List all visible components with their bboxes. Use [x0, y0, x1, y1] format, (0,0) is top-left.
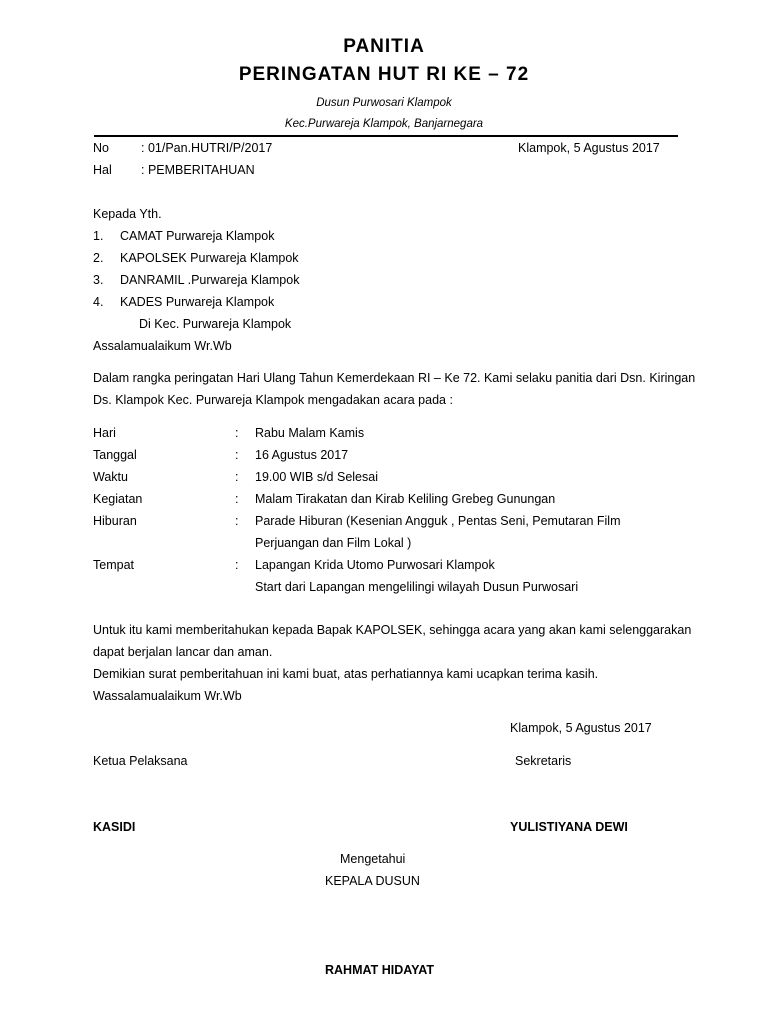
signature-right-role: Sekretaris [515, 754, 572, 768]
acknowledgement-name: RAHMAT HIDAYAT [325, 963, 435, 977]
letterhead-address-2: Kec.Purwareja Klampok, Banjarnegara [284, 118, 484, 130]
event-label: Waktu [93, 470, 128, 484]
signature-left-role: Ketua Pelaksana [93, 754, 188, 768]
no-label: No [93, 141, 109, 155]
closing-line: dapat berjalan lancar dan aman. [93, 645, 273, 659]
event-value: Start dari Lapangan mengelilingi wilayah Dusun Purwosari [255, 580, 579, 594]
closing-greeting: Wassalamualaikum Wr.Wb [93, 689, 242, 703]
opening-greeting: Assalamualaikum Wr.Wb [93, 339, 232, 353]
body-paragraph-line: Dalam rangka peringatan Hari Ulang Tahun Kemerdekaan RI – Ke 72. Kami selaku panitia dari Dsn. Kiringan [93, 371, 696, 385]
hal-label: Hal [93, 163, 112, 177]
event-value: Rabu Malam Kamis [255, 426, 365, 440]
recipient-item: DANRAMIL .Purwareja Klampok [120, 273, 300, 287]
letterhead-address-1: Dusun Purwosari Klampok [316, 97, 452, 109]
header-divider [94, 135, 678, 137]
event-label: Tanggal [93, 448, 137, 462]
event-colon: : [235, 492, 239, 506]
recipient-number: 4. [93, 295, 104, 309]
event-colon: : [235, 558, 239, 572]
recipient-location: Di Kec. Purwareja Klampok [139, 317, 292, 331]
acknowledgement-role: KEPALA DUSUN [325, 874, 420, 888]
signature-left-name: KASIDI [93, 820, 136, 834]
signature-right-name: YULISTIYANA DEWI [510, 820, 628, 834]
recipient-number: 2. [93, 251, 104, 265]
letter-subject: : PEMBERITAHUAN [141, 163, 255, 177]
acknowledgement-label: Mengetahui [340, 852, 406, 866]
recipient-intro: Kepada Yth. [93, 207, 162, 221]
event-label: Hari [93, 426, 116, 440]
recipient-number: 1. [93, 229, 104, 243]
signature-place-date: Klampok, 5 Agustus 2017 [510, 721, 652, 735]
letter-date: Klampok, 5 Agustus 2017 [518, 141, 660, 155]
event-value: 16 Agustus 2017 [255, 448, 349, 462]
event-label: Kegiatan [93, 492, 143, 506]
recipient-item: CAMAT Purwareja Klampok [120, 229, 275, 243]
recipient-number: 3. [93, 273, 104, 287]
recipient-item: KAPOLSEK Purwareja Klampok [120, 251, 299, 265]
event-value: Malam Tirakatan dan Kirab Keliling Grebeg Gunungan [255, 492, 556, 506]
body-paragraph-line: Ds. Klampok Kec. Purwareja Klampok mengadakan acara pada : [93, 393, 453, 407]
closing-line: Untuk itu kami memberitahukan kepada Bapak KAPOLSEK, sehingga acara yang akan kami selenggarakan [93, 623, 692, 637]
event-value: 19.00 WIB s/d Selesai [255, 470, 378, 484]
event-label: Hiburan [93, 514, 137, 528]
closing-line: Demikian surat pemberitahuan ini kami buat, atas perhatiannya kami ucapkan terima kasih. [93, 667, 599, 681]
event-value: Parade Hiburan (Kesenian Angguk , Pentas Seni, Pemutaran Film [255, 514, 621, 528]
event-value: Lapangan Krida Utomo Purwosari Klampok [255, 558, 495, 572]
letter-number: : 01/Pan.HUTRI/P/2017 [141, 141, 273, 155]
event-colon: : [235, 514, 239, 528]
event-value: Perjuangan dan Film Lokal ) [255, 536, 412, 550]
event-colon: : [235, 448, 239, 462]
letterhead-subtitle: PERINGATAN HUT RI KE – 72 [238, 64, 530, 85]
event-colon: : [235, 426, 239, 440]
event-label: Tempat [93, 558, 134, 572]
recipient-item: KADES Purwareja Klampok [120, 295, 275, 309]
event-colon: : [235, 470, 239, 484]
letterhead-title: PANITIA [343, 36, 425, 57]
